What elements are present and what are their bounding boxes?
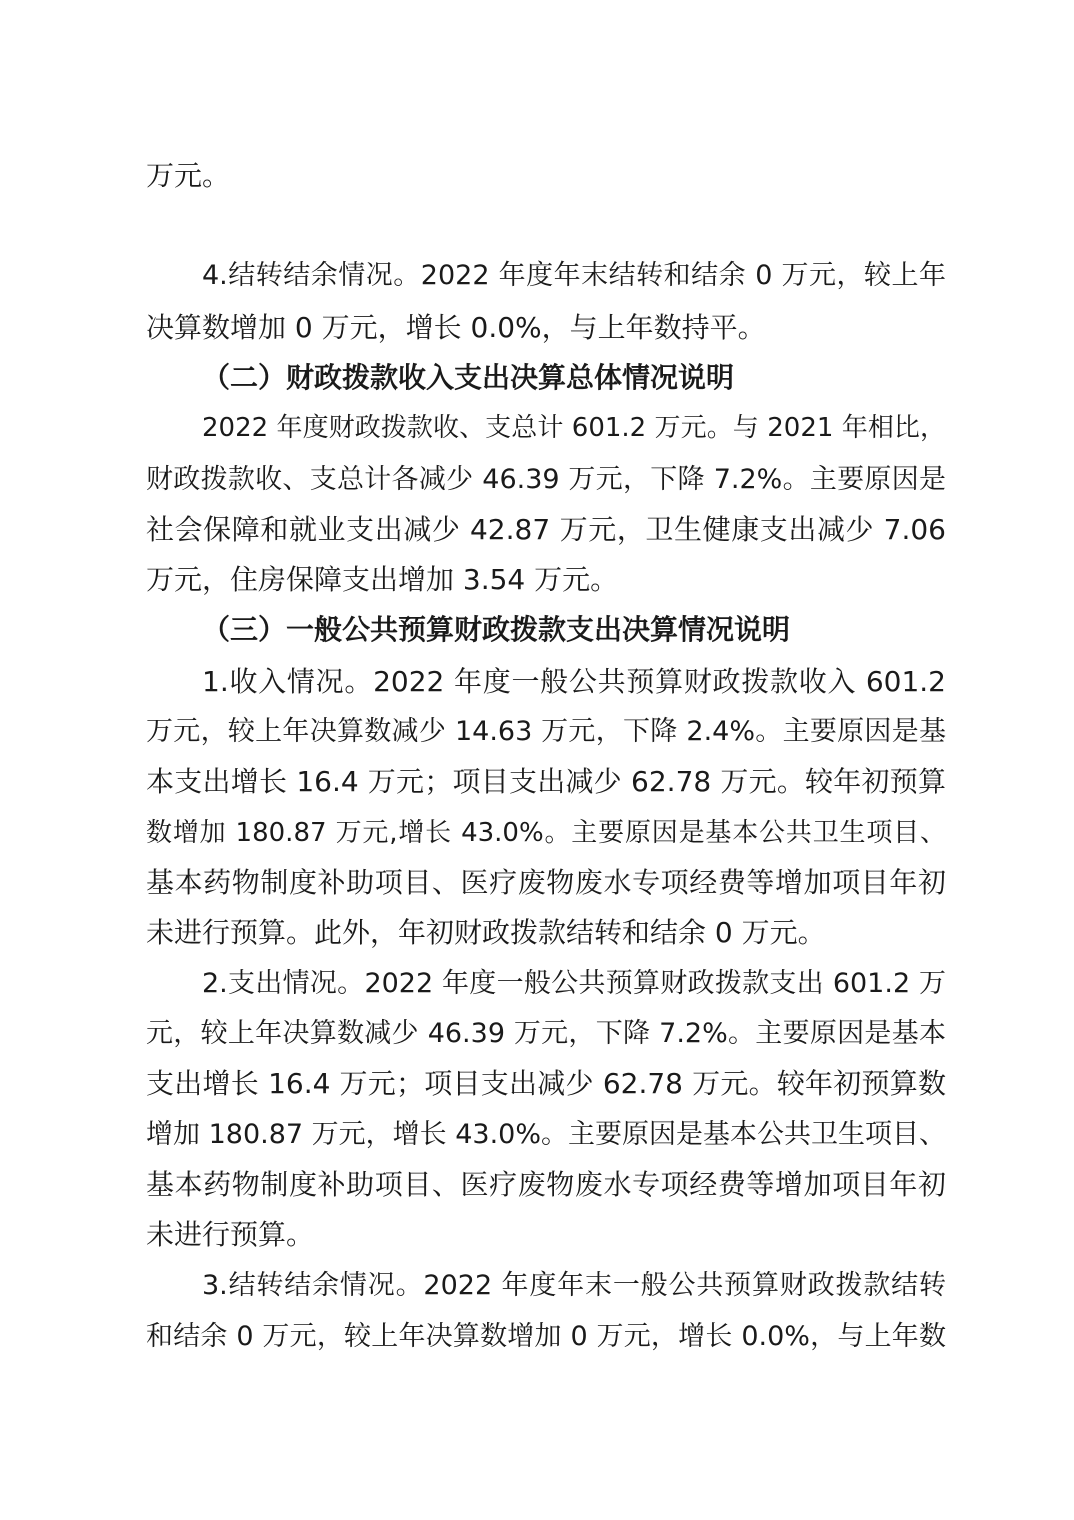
text-line: 2022 年度财政拨款收、支总计 601.2 万元。与 2021 年相比，: [202, 413, 946, 443]
text-line: 支出增长 16.4 万元；项目支出减少 62.78 万元。较年初预算数: [146, 1067, 946, 1100]
text-line: 未进行预算。: [146, 1218, 315, 1251]
text-line: 基本药物制度补助项目、医疗废物废水专项经费等增加项目年初: [146, 866, 946, 899]
section-heading: （二）财政拨款收入支出决算总体情况说明: [202, 361, 735, 394]
text-line: 数增加 180.87 万元,增长 43.0%。主要原因是基本公共卫生项目、: [146, 818, 946, 848]
text-line: 社会保障和就业支出减少 42.87 万元，卫生健康支出减少 7.06: [146, 513, 946, 546]
text-line: 万元。: [146, 159, 231, 192]
text-line: 2.支出情况。2022 年度一般公共预算财政拨款支出 601.2 万: [202, 968, 946, 999]
text-line: 元，较上年决算数减少 46.39 万元，下降 7.2%。主要原因是基本: [146, 1018, 946, 1049]
text-line: 增加 180.87 万元，增长 43.0%。主要原因是基本公共卫生项目、: [146, 1119, 946, 1150]
text-line: 1.收入情况。2022 年度一般公共预算财政拨款收入 601.2: [202, 665, 946, 698]
text-line: 财政拨款收、支总计各减少 46.39 万元，下降 7.2%。主要原因是: [146, 464, 946, 495]
text-line: 未进行预算。此外，年初财政拨款结转和结余 0 万元。: [146, 916, 826, 949]
text-line: 4.结转结余情况。2022 年度年末结转和结余 0 万元，较上年: [202, 260, 946, 291]
text-line: 万元，较上年决算数减少 14.63 万元，下降 2.4%。主要原因是基: [146, 716, 946, 747]
text-line: 决算数增加 0 万元，增长 0.0%，与上年数持平。: [146, 311, 766, 344]
text-line: 万元，住房保障支出增加 3.54 万元。: [146, 563, 619, 596]
text-line: 和结余 0 万元，较上年决算数增加 0 万元，增长 0.0%，与上年数: [146, 1321, 946, 1352]
text-line: 本支出增长 16.4 万元；项目支出减少 62.78 万元。较年初预算: [146, 765, 946, 798]
text-line: 基本药物制度补助项目、医疗废物废水专项经费等增加项目年初: [146, 1168, 946, 1201]
text-line: 3.结转结余情况。2022 年度年末一般公共预算财政拨款结转: [202, 1270, 946, 1301]
section-heading: （三）一般公共预算财政拨款支出决算情况说明: [202, 613, 791, 646]
